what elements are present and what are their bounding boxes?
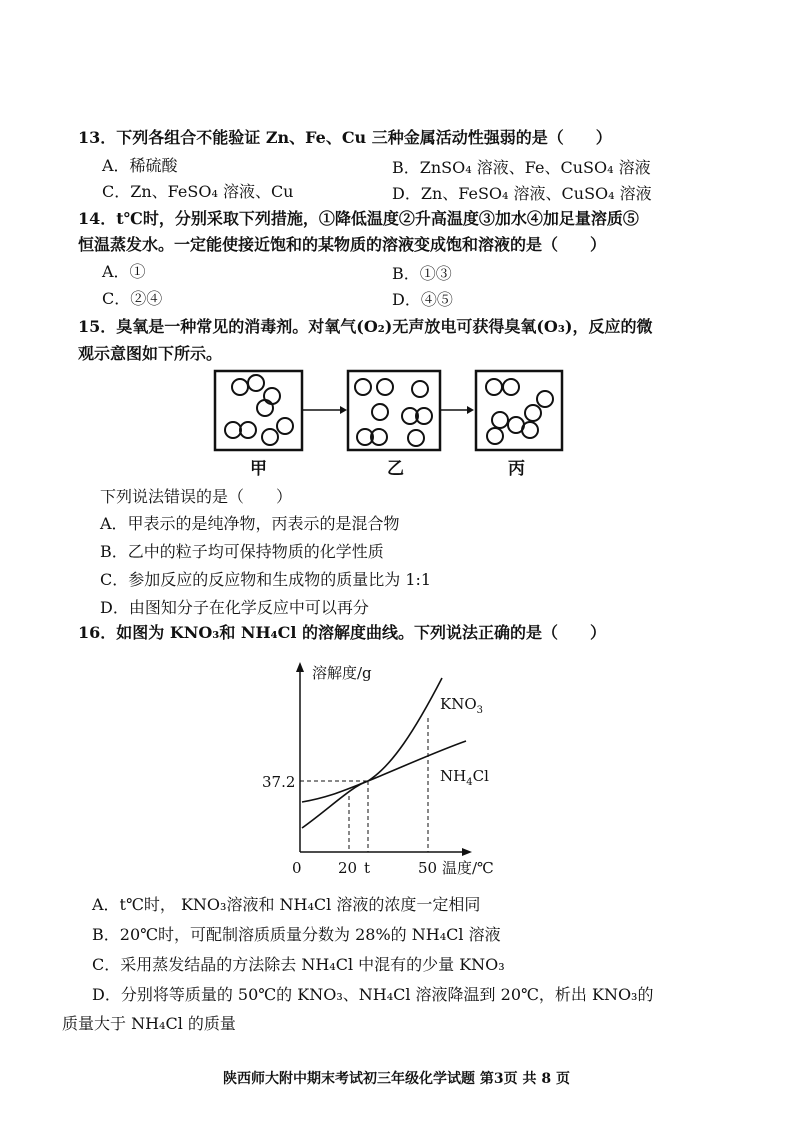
x-tick-t: t [364, 859, 371, 877]
y-tick-37-2: 37.2 [262, 773, 296, 791]
box-label-yi: 乙 [387, 459, 404, 479]
q14-option-a: A．① [102, 262, 146, 281]
q13-option-c: C．Zn、FeSO₄ 溶液、Cu [102, 182, 294, 201]
chart-y-label: 溶解度/g [312, 664, 372, 682]
series-nh4cl-label: $NH_4Cl$ [440, 767, 489, 788]
x-tick-20: 20 [338, 859, 358, 877]
q15-stem-line2: 观示意图如下所示。 [78, 344, 223, 363]
q14-option-c: C．②④ [102, 289, 163, 308]
q16-option-c: C．采用蒸发结晶的方法除去 NH₄Cl 中混有的少量 KNO₃ [92, 955, 505, 974]
q15-stem-line1: 15．臭氧是一种常见的消毒剂。对氧气(O₂)无声放电可获得臭氧(O₃)，反应的微 [78, 317, 653, 336]
q14-option-d: D．④⑤ [392, 290, 453, 309]
q15-question: 下列说法错误的是（ ） [100, 487, 293, 506]
q15-option-a: A．甲表示的是纯净物，丙表示的是混合物 [100, 514, 400, 533]
q16-stem: 16．如图为 KNO₃和 NH₄Cl 的溶解度曲线。下列说法正确的是（ ） [78, 623, 607, 642]
q13-option-d: D．Zn、FeSO₄ 溶液、CuSO₄ 溶液 [392, 184, 652, 203]
series-kno3-label: $KNO_3$ [440, 695, 484, 716]
y-axis-arrow [296, 662, 304, 672]
q16-option-d: D．分别将等质量的 50℃的 KNO₃、NH₄Cl 溶液降温到 20℃，析出 KNO₃的 [92, 985, 654, 1004]
q15-option-c: C．参加反应的反应物和生成物的质量比为 1:1 [100, 570, 432, 589]
q16-option-d-line2: 质量大于 NH₄Cl 的质量 [62, 1014, 236, 1033]
q13-option-a: A．稀硫酸 [102, 156, 178, 175]
q16-option-a: A．t℃时， KNO₃溶液和 NH₄Cl 溶液的浓度一定相同 [92, 895, 481, 914]
q14-option-b: B．①③ [392, 264, 452, 283]
q13-option-b: B．ZnSO₄ 溶液、Fe、CuSO₄ 溶液 [392, 158, 651, 177]
q15-option-d: D．由图知分子在化学反应中可以再分 [100, 598, 369, 617]
q15-option-b: B．乙中的粒子均可保持物质的化学性质 [100, 542, 384, 561]
page-footer: 陕西师大附中期末考试初三年级化学试题 第3页 共 8 页 [223, 1071, 570, 1087]
x-axis-arrow [462, 848, 472, 856]
chart-x-label: 温度/℃ [442, 859, 494, 877]
box-label-bing: 丙 [508, 459, 525, 479]
x-tick-0: 0 [292, 859, 302, 877]
q14-stem-line1: 14．t℃时，分别采取下列措施，①降低温度②升高温度③加水④加足量溶质⑤ [78, 209, 639, 228]
x-tick-50: 50 [418, 859, 438, 877]
q14-stem-line2: 恒温蒸发水。一定能使接近饱和的某物质的溶液变成饱和溶液的是（ ） [78, 235, 607, 254]
box-label-jia: 甲 [250, 459, 267, 479]
series-kno3-curve [302, 678, 442, 828]
q13-stem: 13．下列各组合不能验证 Zn、Fe、Cu 三种金属活动性强弱的是（ ） [78, 128, 612, 147]
q16-option-b: B．20℃时，可配制溶质质量分数为 28%的 NH₄Cl 溶液 [92, 925, 501, 944]
